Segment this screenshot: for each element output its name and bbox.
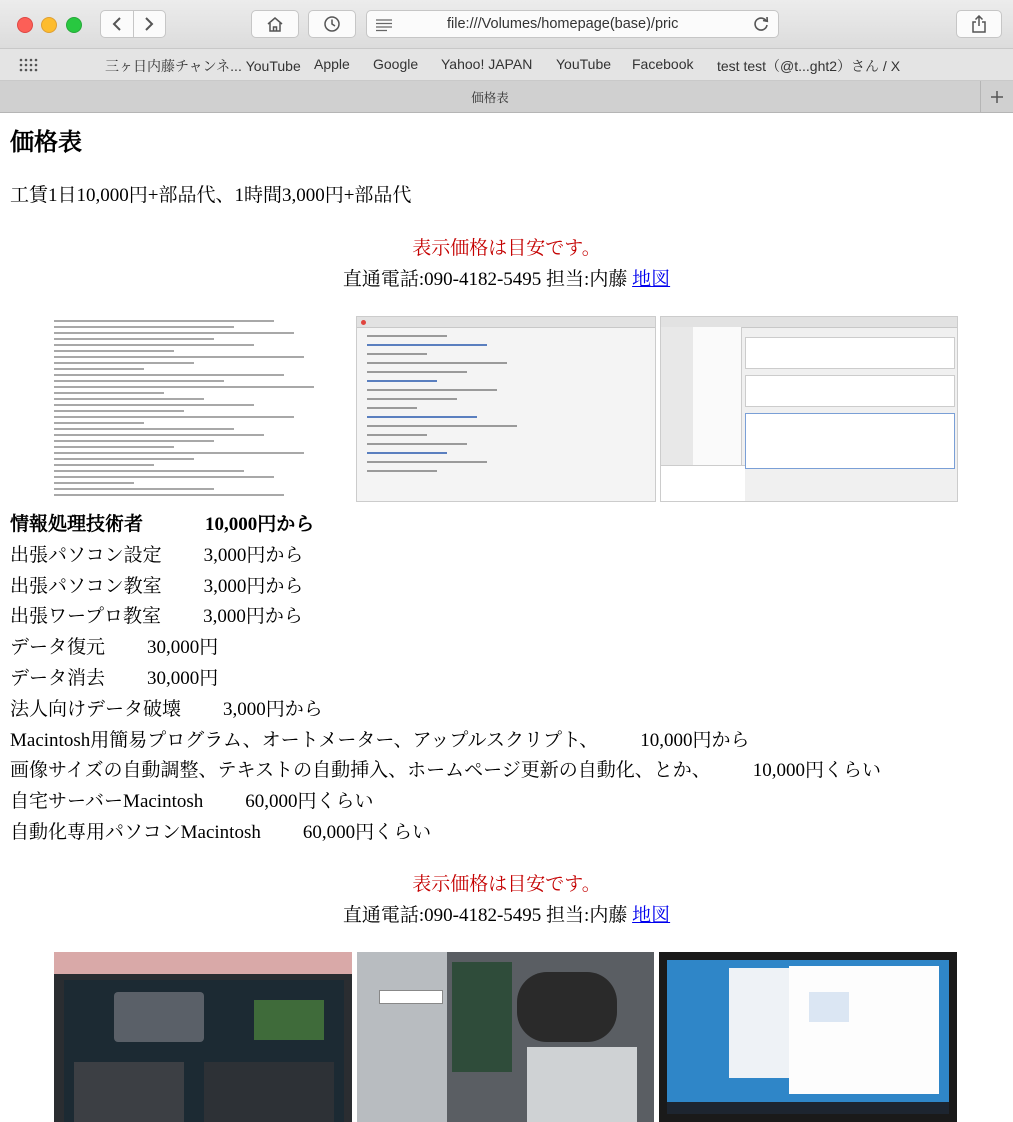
share-button[interactable] [956,10,1002,38]
share-icon [971,15,987,33]
labor-rate: 工賃1日10,000円+部品代、1時間3,000円+部品代 [10,185,412,206]
service-row [10,509,314,536]
map-link[interactable]: 地図 [632,905,671,926]
forward-button[interactable] [133,11,166,37]
tab-title[interactable]: 価格表 [471,91,509,105]
contact-line-bottom [0,900,1013,927]
service-name: 自動化専用パソコンMacintosh [10,822,261,843]
page-title: 価格表 [10,130,82,156]
service-price: 10,000円から [205,514,315,535]
new-tab-button[interactable] [980,81,1013,112]
home-button[interactable] [251,10,299,38]
service-name: 出張パソコン教室 [10,575,162,597]
chevron-left-icon [111,16,123,32]
service-price: 30,000円 [147,637,219,659]
service-row [10,540,303,567]
service-name: データ消去 [10,668,106,689]
service-price: 60,000円くらい [245,791,374,813]
service-price: 3,000円から [203,575,304,597]
service-price: 30,000円 [147,668,219,689]
service-price: 3,000円から [203,606,303,628]
plus-icon [990,90,1004,104]
service-name: Macintosh用簡易プログラム、オートメーター、アップルスクリプト、 [10,729,599,751]
url-text[interactable]: file:///Volumes/homepage(base)/pric [447,16,679,32]
close-window-button[interactable] [17,17,33,33]
service-row [10,725,750,752]
service-row [10,571,303,598]
automator-thumbnail [660,316,958,502]
service-name: データ復元 [10,637,106,659]
price-notice: 表示価格は目安です。 [412,238,601,259]
service-row [10,786,374,813]
reload-icon[interactable] [752,15,770,33]
home-icon [266,16,284,32]
address-bar[interactable] [366,10,779,38]
minimize-window-button[interactable] [41,17,57,33]
service-name: 法人向けデータ破壊 [10,698,182,720]
laptop-repair-photo [54,952,352,1122]
service-price: 3,000円から [223,698,323,720]
contact-text: 直通電話:090-4182-5495 担当:内藤 [342,269,633,290]
contact-text: 直通電話:090-4182-5495 担当:内藤 [342,905,633,926]
back-button[interactable] [101,11,133,37]
service-name: 出張ワープロ教室 [10,606,162,628]
price-notice-bottom: 表示価格は目安です。 [412,874,601,895]
browser-toolbar [0,0,1013,49]
bookmark-item[interactable]: Google [373,56,419,72]
bookmark-item[interactable]: YouTube [556,56,612,72]
bookmark-item[interactable]: 三ヶ日内藤チャンネ... YouTube [105,58,301,74]
bookmarks-bar [0,49,1013,81]
service-price: 3,000円から [203,544,304,566]
map-link[interactable]: 地図 [632,269,671,290]
history-button[interactable] [308,10,356,38]
zoom-window-button[interactable] [66,17,82,33]
contact-line [0,264,1013,291]
bookmark-item[interactable]: test test（@t...ght2）さん / X [717,58,901,74]
bookmark-item[interactable]: Yahoo! JAPAN [441,56,533,72]
service-name: 出張パソコン設定 [10,544,162,566]
bookmark-item[interactable]: Facebook [632,56,694,72]
reader-icon[interactable] [375,18,393,32]
service-name: 画像サイズの自動調整、テキストの自動挿入、ホームページ更新の自動化、とか、 [10,760,711,782]
applescript-editor-thumbnail [356,316,656,502]
service-row [10,694,323,721]
desktop-pc-repair-photo [357,952,654,1122]
service-price: 10,000円から [640,729,750,751]
service-row [10,817,431,844]
code-screenshot-thumbnail [52,316,350,502]
service-row [10,755,881,782]
tab-bar [0,81,1013,113]
history-icon [323,15,341,33]
service-row [10,632,218,659]
service-name: 情報処理技術者 [10,514,144,535]
nav-buttons [100,10,166,38]
service-name: 自宅サーバーMacintosh [10,791,204,813]
service-price: 60,000円くらい [302,822,432,843]
windows-task-manager-photo [659,952,957,1122]
page-content [0,112,1013,1122]
service-price: 10,000円くらい [752,760,881,782]
bookmark-item[interactable]: Apple [314,56,350,72]
service-row [10,601,303,628]
service-row [10,663,218,690]
grid-icon[interactable] [19,58,39,72]
chevron-right-icon [143,16,155,32]
